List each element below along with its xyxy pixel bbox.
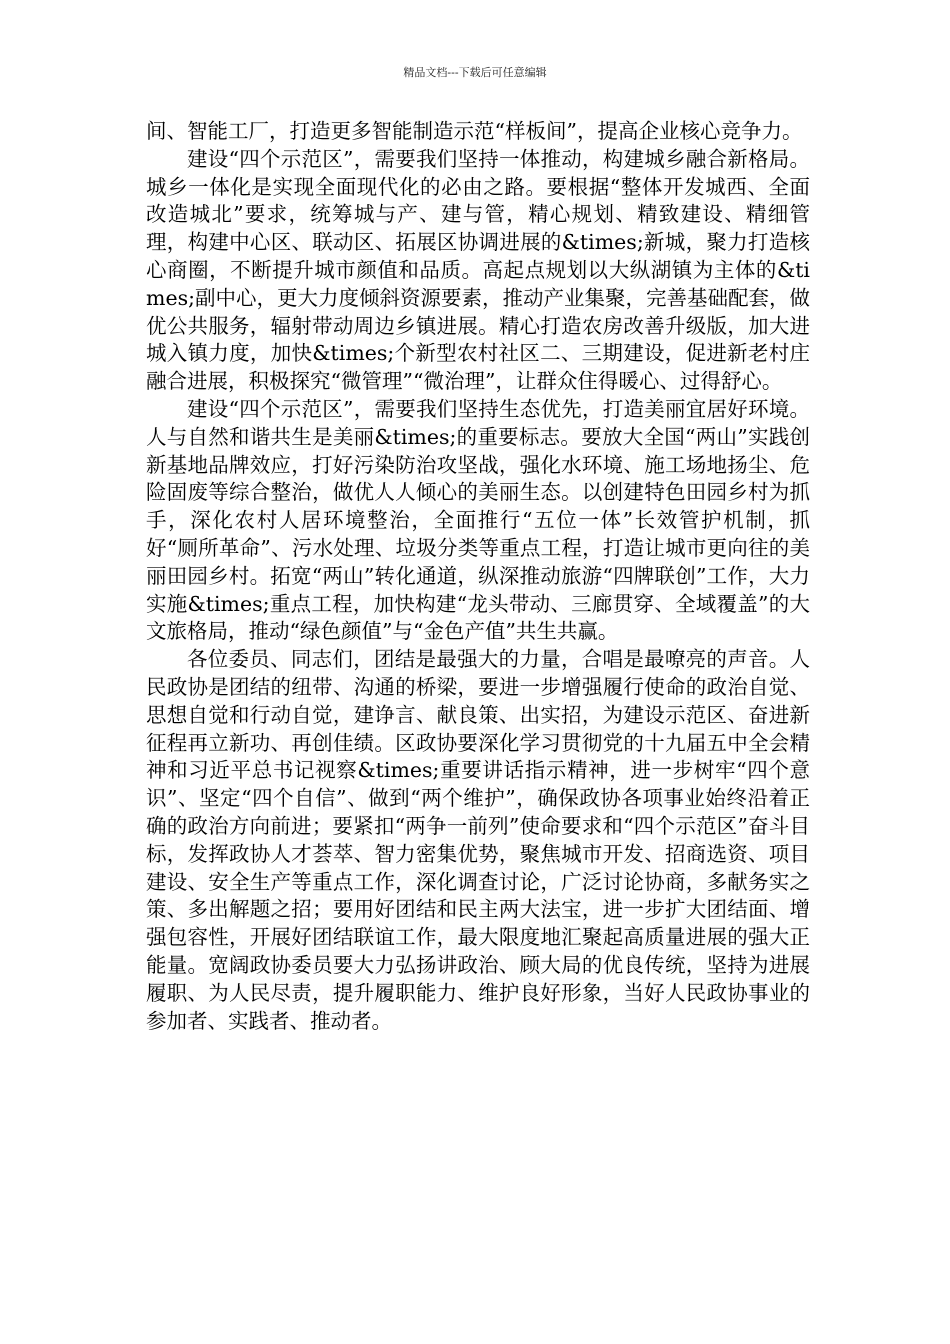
paragraph-continuation: 间、智能工厂，打造更多智能制造示范“样板间”，提高企业核心竞争力。: [146, 119, 803, 143]
paragraph-urban-rural: 建设“四个示范区”，需要我们坚持一体推动，构建城乡融合新格局。城乡一体化是实现全面现代化的必由之路。要根据“整体开发城西、全面改造城北”要求，统筹城与产、建与管，精心规划、精致建设、精细管理，构建中心区、联动区、拓展区协调进展的&times;新城，聚力打造核心商圈，不断提升城市颜值和品质。高起点规划以大纵湖镇为主体的&times;副中心，更大力度倾斜资源要素，推动产业集聚，完善基础配套，做优公共服务，辐射带动周边乡镇进展。精心打造农房改善升级版，加大进城入镇力度，加快&times;个新型农村社区二、三期建设，促进新老村庄融合进展，积极探究“微管理”“微治理”，让群众住得暖心、过得舒心。: [146, 146, 810, 394]
page-header: 精品文档---下载后可任意编辑: [403, 66, 547, 79]
paragraph-cppcc: 各位委员、同志们，团结是最强大的力量，合唱是最嘹亮的声音。人民政协是团结的纽带、沟通的桥梁，要进一步增强履行使命的政治自觉、思想自觉和行动自觉，建诤言、献良策、出实招，为建设示范区、奋进新征程再立新功、再创佳绩。区政协要深化学习贯彻党的十九届五中全会精神和习近平总书记视察&times;重要讲话指示精神，进一步树牢“四个意识”、坚定“四个自信”、做到“两个维护”，确保政协各项事业始终沿着正确的政治方向前进；要紧扣“两争一前列”使命要求和“四个示范区”奋斗目标，发挥政协人才荟萃、智力密集优势，聚焦城市开发、招商选资、项目建设、安全生产等重点工作，深化调查讨论，广泛讨论协商，多献务实之策、多出解题之招；要用好团结和民主两大法宝，进一步扩大团结面、增强包容性，开展好团结联谊工作，最大限度地汇聚起高质量进展的强大正能量。宽阔政协委员要大力弘扬讲政治、顾大局的优良传统，坚持为进展履职、为人民尽责，提升履职能力、维护良好形象，当好人民政协事业的参加者、实践者、推动者。: [146, 647, 810, 1033]
document-body: [146, 118, 810, 1035]
paragraph-ecology: 建设“四个示范区”，需要我们坚持生态优先，打造美丽宜居好环境。人与自然和谐共生是美丽&times;的重要标志。要放大全国“两山”实践创新基地品牌效应，打好污染防治攻坚战，强化水环境、施工场地扬尘、危险固废等综合整治，做优人人倾心的美丽生态。以创建特色田园乡村为抓手，深化农村人居环境整治，全面推行“五位一体”长效管护机制，抓好“厕所革命”、污水处理、垃圾分类等重点工程，打造让城市更向往的美丽田园乡村。拓宽“两山”转化通道，纵深推动旅游“四牌联创”工作，大力实施&times;重点工程，加快构建“龙头带动、三廊贯穿、全域覆盖”的大文旅格局，推动“绿色颜值”与“金色产值”共生共赢。: [146, 396, 810, 644]
